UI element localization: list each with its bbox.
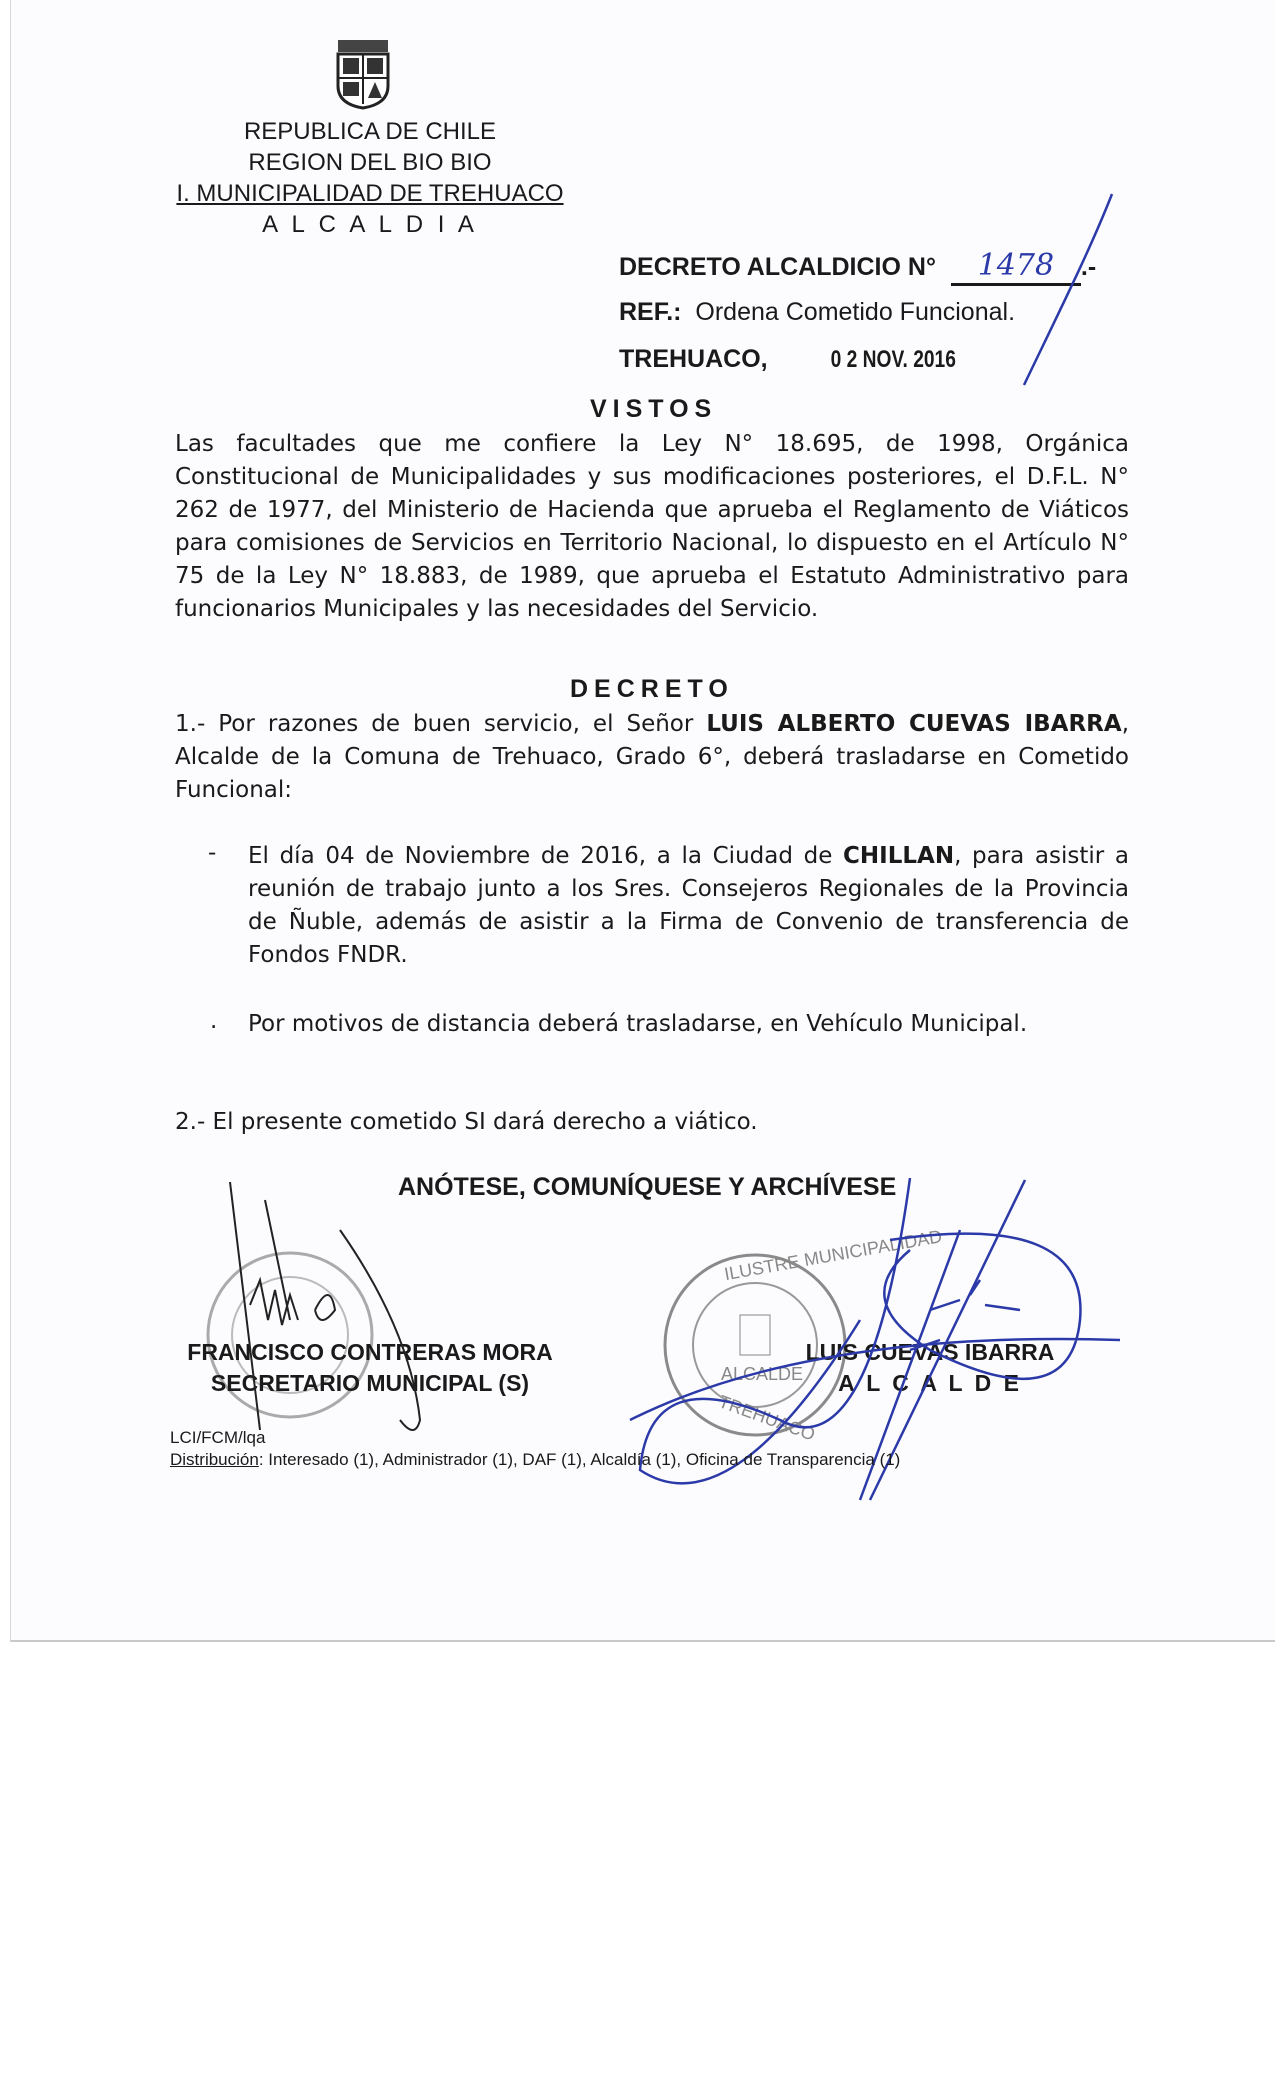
closing-formula: ANÓTESE, COMUNÍQUESE Y ARCHÍVESE	[398, 1173, 897, 1201]
signatory-title: SECRETARIO MUNICIPAL (S)	[210, 1370, 530, 1396]
vistos-title: VISTOS	[590, 395, 718, 423]
signatory-name: FRANCISCO CONTRERAS MORA	[187, 1339, 553, 1365]
ref-line: REF.: Ordena Cometido Funcional.	[619, 298, 1016, 326]
vistos-text: Las facultades que me confiere la Ley N° 18.695, de 1998, Orgánica Constitucional de Municipalidades y sus modificaciones posteriores, el D.F.L. N° 262 de 1977, del Ministerio de Hacienda que aprueba el Reglamento de Viáticos para comisiones de Servicios en Territorio Nacional, lo dispuesto en el Artículo N° 75 de la Ley N° 18.883, de 1989, que aprueba el Estatuto Administrativo para funcionarios Municipales y las necesidades del Servicio.	[175, 431, 1129, 622]
stamp-text: ALCALDE	[721, 1364, 804, 1384]
bullet-marker: .	[210, 1008, 218, 1034]
pen-slash-mark	[1020, 190, 1120, 390]
header-line: REGION DEL BIO BIO	[248, 149, 492, 176]
decreto-paragraph-2: 2.- El presente cometido SI dará derecho a viático.	[175, 1109, 758, 1135]
stamp-text: ILUSTRE MUNICIPALIDAD	[722, 1226, 944, 1285]
ref-text: Ordena Cometido Funcional.	[695, 298, 1016, 326]
decree-label: DECRETO ALCALDICIO N°	[619, 253, 936, 281]
date-stamp: 0 2 NOV. 2016	[830, 346, 956, 373]
decreto-bullet-2: Por motivos de distancia deberá trasladarse, en Vehículo Municipal.	[248, 1011, 1028, 1037]
footer-initials: LCI/FCM/lqa	[170, 1428, 266, 1447]
signatory-title: A L C A L D E	[838, 1370, 1022, 1396]
header-line: I. MUNICIPALIDAD DE TREHUACO	[176, 180, 564, 207]
header-block	[120, 116, 620, 240]
secretary-signature	[220, 1180, 440, 1440]
stamp-text: TREHUACO	[716, 1391, 818, 1445]
municipal-crest-icon	[332, 38, 394, 110]
decree-number-line: DECRETO ALCALDICIO N° 1478 .-	[619, 248, 1096, 286]
decreto-paragraph-1: 1.- Por razones de buen servicio, el Señor LUIS ALBERTO CUEVAS IBARRA, Alcalde de la Comuna de Trehuaco, Grado 6°, deberá trasladarse en Cometido Funcional:	[175, 711, 1129, 803]
signatory-name: LUIS CUEVAS IBARRA	[805, 1339, 1055, 1365]
decree-number: 1478	[951, 248, 1081, 286]
decreto-bullet-1: El día 04 de Noviembre de 2016, a la Ciudad de CHILLAN, para asistir a reunión de trabajo junto a los Sres. Consejeros Regionales de la Provincia de Ñuble, además de asistir a la Firma de Convenio de transferencia de Fondos FNDR.	[248, 843, 1129, 968]
decreto-title: DECRETO	[570, 675, 734, 703]
place-date-line: TREHUACO, 0 2 NOV. 2016	[619, 345, 956, 373]
header-line: REPUBLICA DE CHILE	[243, 118, 497, 145]
header-office: A L C A L D I A	[262, 211, 478, 238]
footer-distribution: Distribución: Interesado (1), Administrador (1), DAF (1), Alcaldía (1), Oficina de Transparencia (1)	[170, 1450, 901, 1469]
bullet-marker: -	[208, 840, 217, 866]
